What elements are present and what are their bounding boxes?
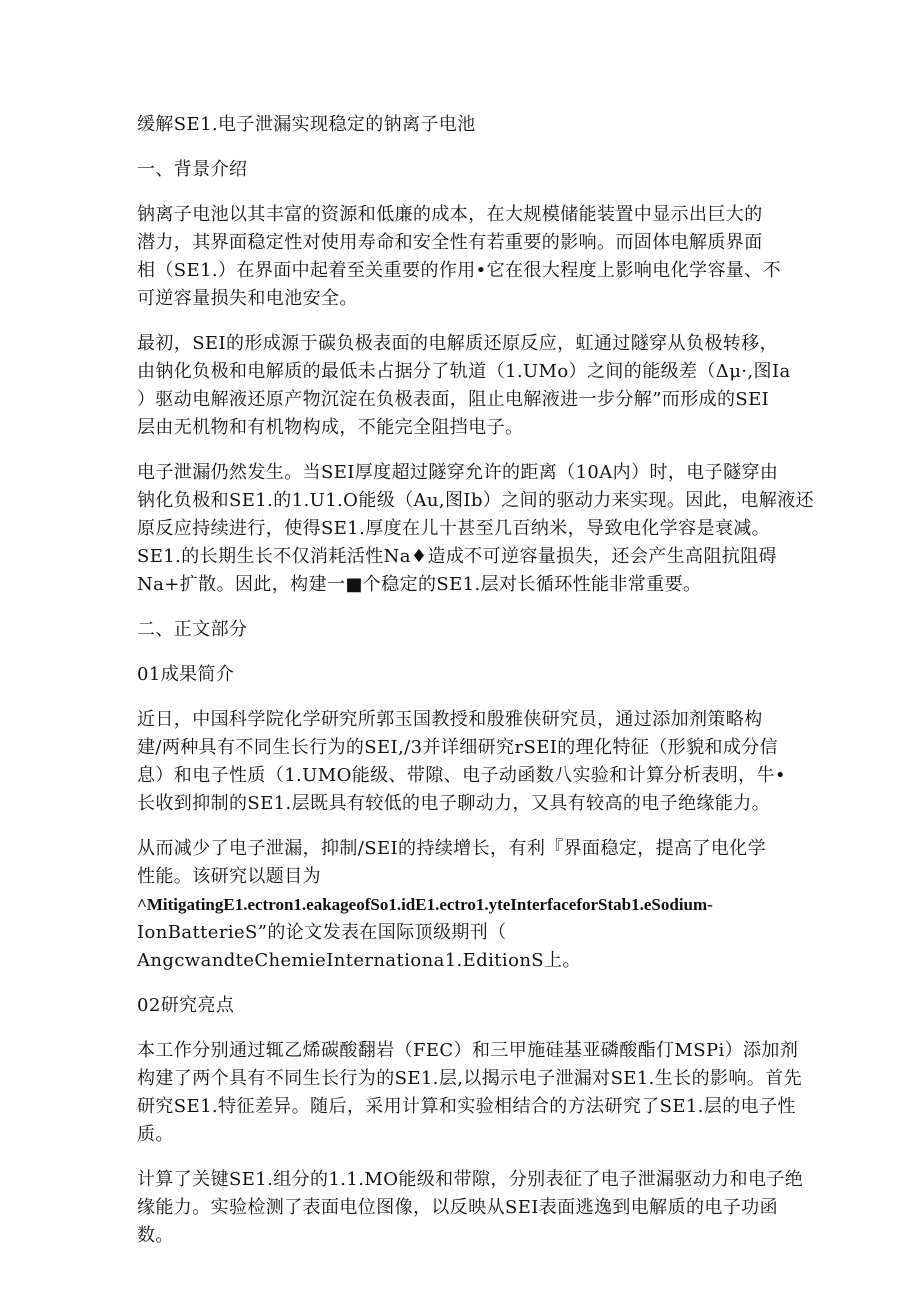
paragraph-line: 计算了关键SE1.组分的1.1.MO能级和带隙，分别表征了电子泄漏驱动力和电子绝 (137, 1169, 804, 1190)
paragraph-line: Na+扩散。因此，构建一■个稳定的SE1.层对长循环性能非常重要。 (137, 574, 702, 595)
paragraph-line: 构建了两个具有不同生长行为的SE1.层,以揭示电子泄漏对SE1.生长的影响。首先 (137, 1068, 803, 1089)
section-heading-background: 一、背景介绍 (137, 159, 248, 180)
paragraph-line: 原反应持续进行，使得SE1.厚度在儿十甚至几百纳米，导致电化学容是衰减。 (137, 518, 771, 539)
paragraph-line: 层由无机物和有机物构成，不能完全阻挡电子。 (137, 417, 524, 438)
subsection-heading-highlights: 02研究亮点 (137, 995, 235, 1016)
paragraph-line: 潜力，其界面稳定性对使用寿命和安全性有若重要的影响。而固体电解质界面 (137, 232, 763, 253)
paragraph-line: SE1.的长期生长不仅消耗活性Na♦造成不可逆容量损失，还会产生高阻抗阻碍 (137, 546, 778, 567)
paragraph-line: 可逆容量损失和电池安全。 (137, 288, 358, 309)
paragraph-line: 由钠化负极和电解质的最低未占据分了轨道（1.UMo）之间的能级差（Δμ·,图Ia (137, 361, 791, 382)
paragraph-line: 钠化负极和SE1.的1.U1.O能级（Au,图Ib）之间的驱动力来实现。因此，电解液还 (137, 490, 815, 511)
paper-title-line: ^MitigatingE1.ectron1.eakageofSo1.idE1.ectro1.yteInterfaceforStab1.eSodium- (137, 895, 713, 914)
paragraph-line: 最初，SEI的形成源于碳负极表面的电解质还原反应，虹通过隧穿从负极转移， (137, 333, 778, 354)
paragraph-line: 近日，中国科学院化学研究所郭玉国教授和殷雅侠研究员，通过添加剂策略构 (137, 709, 763, 730)
document-title: 缓解SE1.电子泄漏实现稳定的钠离子电池 (137, 114, 476, 135)
paragraph-line: 钠离子电池以其丰富的资源和低廉的成本，在大规模储能装置中显示出巨大的 (137, 204, 763, 225)
paragraph-line: 相（SE1.）在界面中起着至关重要的作用•它在很大程度上影响电化学容量、不 (137, 260, 782, 281)
paragraph-line: 本工作分别通过辄乙烯碳酸翻岩（FEC）和三甲施硅基亚磷酸酯仃MSPi）添加剂 (137, 1040, 799, 1061)
paragraph-line: 缘能力。实验检测了表面电位图像，以反映从SEI表面逃逸到电解质的电子功函 (137, 1197, 778, 1218)
section-heading-main: 二、正文部分 (137, 619, 248, 640)
subsection-heading-summary: 01成果简介 (137, 664, 235, 685)
paragraph-line: IonBatterieS”的论文发表在国际顶级期刊（ (137, 922, 507, 943)
paragraph-line: ）驱动电解液还原产物沉淀在负极表面，阻止电解液进一步分解”而形成的SEI (137, 389, 770, 410)
paragraph-line: 数。 (137, 1225, 174, 1246)
paragraph-line: 性能。该研究以题目为 (137, 866, 321, 887)
paragraph-line: 息）和电子性质（1.UMO能级、带隙、电子动函数八实验和计算分析表明，牛• (137, 765, 786, 786)
paragraph-line: 建/两种具有不同生长行为的SEI,/3并详细研究rSEI的理化特征（形貌和成分信 (137, 737, 779, 758)
paragraph-line: 长收到抑制的SE1.层既具有较低的电子聊动力，又具有较高的电子绝缘能力。 (137, 793, 771, 814)
paragraph-line: 质。 (137, 1124, 174, 1145)
paragraph-line: 从而减少了电子泄漏，抑制/SEI的持续增长，有利『界面稳定，提高了电化学 (137, 838, 767, 859)
paragraph-line: AngcwandteChemieInternationa1.EditionS上。 (137, 950, 581, 971)
paragraph-line: 研究SE1.特征差异。随后，采用计算和实验相结合的方法研究了SE1.层的电子性 (137, 1096, 796, 1117)
paragraph-line: 电子泄漏仍然发生。当SEI厚度超过隧穿允许的距离（10A内）时，电子隧穿由 (137, 462, 779, 483)
